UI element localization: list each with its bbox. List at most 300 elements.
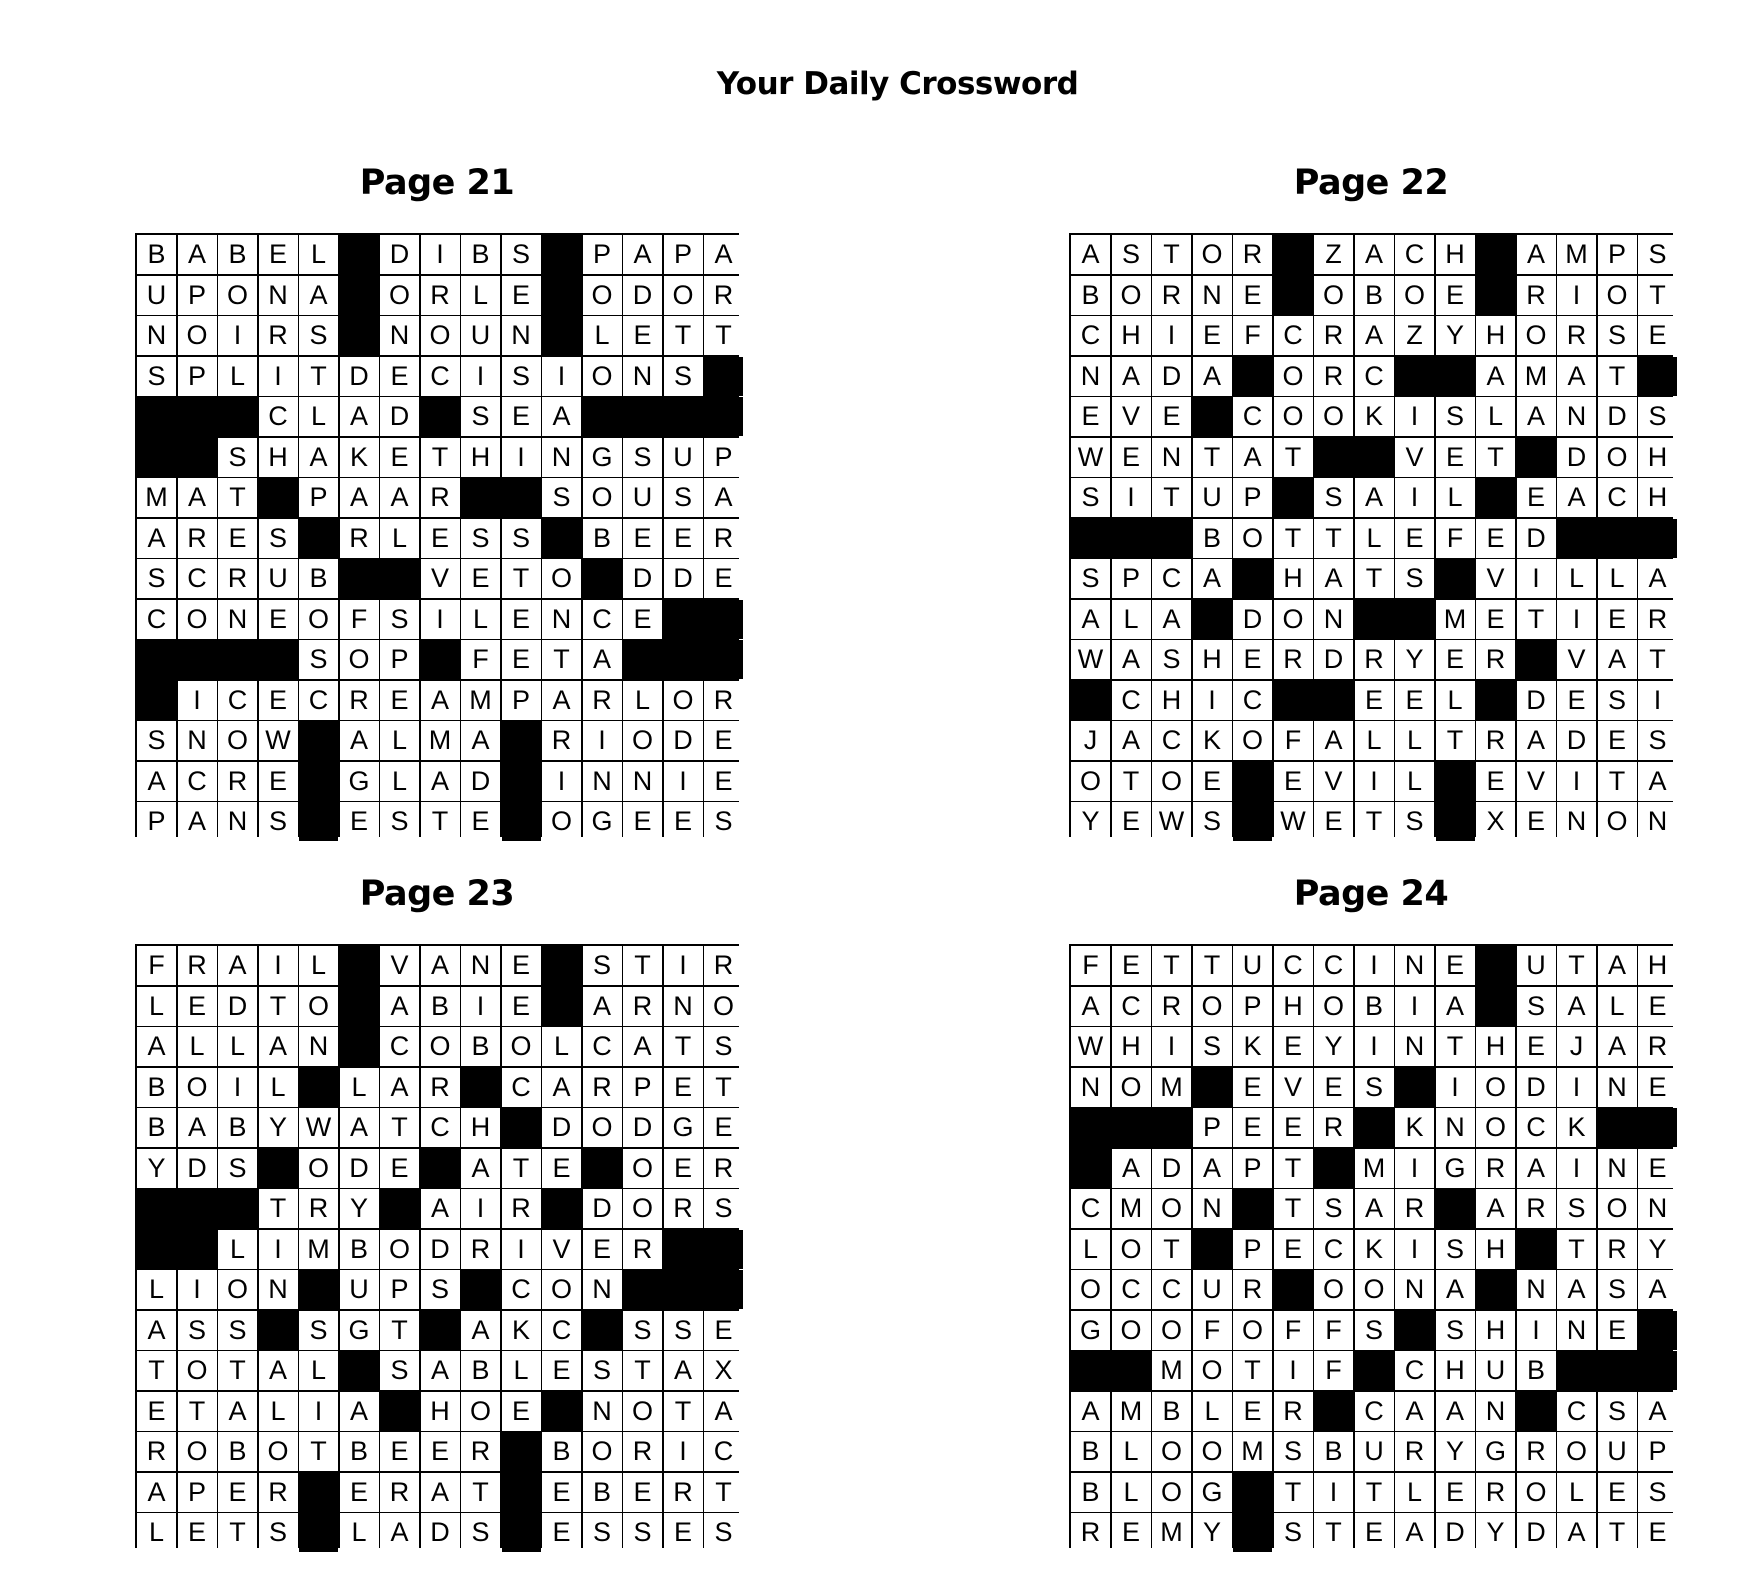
grid-cell: A	[1112, 357, 1151, 396]
grid-cell: N	[1314, 600, 1353, 639]
black-square	[1476, 946, 1515, 985]
grid-cell: A	[1355, 478, 1394, 517]
grid-cell: D	[1517, 519, 1556, 558]
grid-cell: E	[380, 357, 419, 396]
grid-cell: S	[1436, 1311, 1475, 1350]
grid-cell: S	[623, 1311, 662, 1350]
grid-cell: V	[1314, 762, 1353, 801]
grid-cell: L	[1436, 681, 1475, 720]
grid-cell: M	[1152, 1068, 1191, 1107]
grid-cell: A	[1071, 235, 1110, 274]
grid-cell: U	[1598, 1432, 1637, 1471]
grid-cell: A	[218, 1392, 257, 1431]
grid-cell: E	[1193, 316, 1232, 355]
grid-cell: N	[1071, 1068, 1110, 1107]
grid-cell: P	[380, 1270, 419, 1309]
grid-cell: R	[1355, 640, 1394, 679]
grid-cell: F	[461, 640, 500, 679]
grid-cell: I	[1314, 1473, 1353, 1512]
grid-cell: O	[1233, 1311, 1272, 1350]
black-square	[502, 762, 541, 801]
grid-cell: O	[178, 1432, 217, 1471]
grid-cell: I	[1152, 316, 1191, 355]
grid-cell: E	[1436, 640, 1475, 679]
black-square	[259, 478, 298, 517]
grid-cell: S	[1598, 316, 1637, 355]
grid-cell: B	[1355, 987, 1394, 1026]
grid-cell: S	[1193, 1027, 1232, 1066]
black-square	[1436, 762, 1475, 801]
grid-cell: P	[1233, 1149, 1272, 1188]
grid-cell: L	[623, 681, 662, 720]
grid-cell: I	[1395, 478, 1434, 517]
black-square	[502, 1432, 541, 1471]
grid-cell: O	[1193, 1351, 1232, 1390]
grid-cell: D	[1557, 721, 1596, 760]
grid-cell: C	[1314, 1230, 1353, 1269]
grid-cell: S	[1436, 397, 1475, 436]
black-square	[178, 438, 217, 477]
grid-cell: C	[1071, 316, 1110, 355]
grid-cell: E	[1436, 276, 1475, 315]
black-square	[299, 802, 338, 841]
grid-cell: E	[623, 802, 662, 841]
grid-cell: A	[1112, 721, 1151, 760]
grid-cell: S	[1112, 235, 1151, 274]
grid-cell: A	[623, 1027, 662, 1066]
grid-cell: B	[340, 1230, 379, 1269]
grid-cell: O	[1193, 1432, 1232, 1471]
black-square	[421, 397, 460, 436]
grid-cell: A	[1638, 1392, 1677, 1431]
black-square	[380, 1189, 419, 1228]
black-square	[380, 1392, 419, 1431]
grid-cell: C	[178, 762, 217, 801]
grid-cell: A	[380, 1513, 419, 1552]
black-square	[502, 802, 541, 841]
grid-cell: M	[1436, 600, 1475, 639]
grid-cell: B	[1314, 1432, 1353, 1471]
black-square	[178, 397, 217, 436]
grid-cell: O	[218, 1270, 257, 1309]
grid-cell: C	[1395, 1351, 1434, 1390]
grid-cell: O	[1112, 1230, 1151, 1269]
grid-cell: E	[218, 1473, 257, 1512]
grid-cell: I	[1355, 946, 1394, 985]
grid-cell: I	[1395, 1230, 1434, 1269]
grid-cell: P	[1638, 1432, 1677, 1471]
grid-cell: V	[380, 946, 419, 985]
grid-cell: I	[299, 1392, 338, 1431]
grid-cell: S	[259, 519, 298, 558]
grid-cell: L	[218, 1027, 257, 1066]
grid-cell: A	[421, 681, 460, 720]
grid-cell: O	[380, 276, 419, 315]
grid-cell: S	[1638, 1473, 1677, 1512]
grid-cell: T	[1112, 762, 1151, 801]
grid-cell: E	[461, 559, 500, 598]
grid-cell: I	[421, 600, 460, 639]
grid-cell: L	[1598, 987, 1637, 1026]
grid-cell: D	[421, 1513, 460, 1552]
grid-cell: T	[380, 1108, 419, 1147]
grid-cell: O	[704, 987, 743, 1026]
grid-cell: R	[1274, 640, 1313, 679]
grid-cell: I	[1557, 762, 1596, 801]
grid-cell: A	[1395, 1513, 1434, 1552]
grid-cell: A	[1112, 1149, 1151, 1188]
grid-cell: I	[178, 1270, 217, 1309]
grid-cell: H	[1476, 1027, 1515, 1066]
grid-cell: D	[1517, 681, 1556, 720]
grid-cell: O	[664, 276, 703, 315]
grid-cell: R	[1395, 1432, 1434, 1471]
grid-cell: E	[137, 1392, 176, 1431]
black-square	[1193, 1230, 1232, 1269]
grid-cell: S	[461, 397, 500, 436]
grid-cell: S	[137, 721, 176, 760]
grid-cell: A	[1071, 1392, 1110, 1431]
grid-cell: A	[1517, 721, 1556, 760]
grid-cell: A	[421, 1351, 460, 1390]
black-square	[299, 519, 338, 558]
grid-cell: O	[1112, 1311, 1151, 1350]
grid-cell: S	[1598, 1270, 1637, 1309]
grid-cell: A	[1193, 559, 1232, 598]
grid-cell: T	[1274, 438, 1313, 477]
black-square	[1598, 519, 1637, 558]
grid-cell: L	[1598, 559, 1637, 598]
grid-cell: R	[704, 946, 743, 985]
black-square	[623, 397, 662, 436]
grid-cell: F	[1314, 1351, 1353, 1390]
black-square	[542, 1392, 581, 1431]
grid-cell: I	[1557, 1149, 1596, 1188]
grid-cell: L	[1355, 721, 1394, 760]
grid-cell: I	[1355, 1027, 1394, 1066]
grid-cell: A	[704, 478, 743, 517]
grid-cell: E	[380, 1149, 419, 1188]
grid-cell: R	[1152, 276, 1191, 315]
grid-cell: L	[1112, 1432, 1151, 1471]
grid-cell: W	[1071, 438, 1110, 477]
grid-cell: S	[623, 1513, 662, 1552]
grid-cell: C	[218, 681, 257, 720]
grid-cell: U	[461, 316, 500, 355]
grid-cell: C	[583, 600, 622, 639]
grid-cell: S	[1355, 1311, 1394, 1350]
grid-cell: F	[1274, 1311, 1313, 1350]
grid-cell: S	[502, 519, 541, 558]
grid-cell: E	[1274, 1108, 1313, 1147]
grid-cell: R	[1517, 1189, 1556, 1228]
grid-cell: I	[461, 987, 500, 1026]
grid-cell: H	[1274, 559, 1313, 598]
black-square	[1233, 802, 1272, 841]
grid-cell: R	[1598, 1230, 1637, 1269]
grid-cell: P	[178, 276, 217, 315]
grid-cell: B	[461, 1351, 500, 1390]
grid-cell: A	[1355, 1189, 1394, 1228]
grid-cell: E	[1112, 1513, 1151, 1552]
grid-cell: O	[1598, 276, 1637, 315]
grid-cell: H	[461, 1108, 500, 1147]
black-square	[1314, 438, 1353, 477]
grid-cell: L	[299, 1351, 338, 1390]
grid-cell: N	[1152, 438, 1191, 477]
grid-cell: E	[1071, 397, 1110, 436]
grid-cell: S	[704, 1027, 743, 1066]
grid-cell: S	[583, 1351, 622, 1390]
grid-cell: C	[421, 357, 460, 396]
grid-cell: O	[259, 1432, 298, 1471]
grid-cell: H	[1152, 681, 1191, 720]
grid-cell: A	[542, 681, 581, 720]
grid-cell: A	[1152, 600, 1191, 639]
black-square	[421, 640, 460, 679]
grid-cell: D	[1152, 1149, 1191, 1188]
grid-cell: E	[1436, 1473, 1475, 1512]
grid-cell: H	[1436, 1351, 1475, 1390]
grid-cell: T	[1274, 1149, 1313, 1188]
grid-cell: S	[583, 1513, 622, 1552]
black-square	[1476, 235, 1515, 274]
black-square	[664, 640, 703, 679]
black-square	[1233, 1513, 1272, 1552]
black-square	[583, 397, 622, 436]
grid-cell: B	[218, 235, 257, 274]
grid-cell: V	[421, 559, 460, 598]
black-square	[1436, 559, 1475, 598]
black-square	[1638, 1108, 1677, 1147]
grid-cell: N	[1638, 1189, 1677, 1228]
grid-cell: G	[1436, 1149, 1475, 1188]
grid-cell: T	[218, 1351, 257, 1390]
grid-cell: E	[1274, 1230, 1313, 1269]
black-square	[1193, 397, 1232, 436]
grid-cell: F	[1314, 1311, 1353, 1350]
grid-cell: A	[421, 1189, 460, 1228]
grid-cell: E	[1476, 600, 1515, 639]
grid-cell: O	[340, 640, 379, 679]
black-square	[1314, 1149, 1353, 1188]
grid-cell: O	[664, 681, 703, 720]
black-square	[1395, 1068, 1434, 1107]
grid-cell: T	[1436, 1027, 1475, 1066]
grid-cell: E	[502, 397, 541, 436]
grid-cell: E	[1314, 802, 1353, 841]
grid-cell: S	[502, 235, 541, 274]
grid-cell: D	[583, 1189, 622, 1228]
grid-cell: C	[1355, 357, 1394, 396]
grid-cell: O	[299, 1149, 338, 1188]
grid-cell: N	[623, 762, 662, 801]
grid-cell: Y	[1436, 1432, 1475, 1471]
grid-cell: A	[1436, 1392, 1475, 1431]
grid-cell: R	[583, 1068, 622, 1107]
black-square	[1314, 681, 1353, 720]
grid-cell: E	[1638, 1149, 1677, 1188]
crossword-grid	[1069, 233, 1673, 837]
grid-cell: N	[1476, 1392, 1515, 1431]
grid-cell: A	[178, 1108, 217, 1147]
black-square	[178, 1189, 217, 1228]
grid-cell: E	[1638, 1513, 1677, 1552]
grid-cell: T	[664, 1027, 703, 1066]
grid-cell: N	[542, 438, 581, 477]
grid-cell: E	[259, 235, 298, 274]
grid-cell: I	[1193, 681, 1232, 720]
grid-cell: I	[259, 1230, 298, 1269]
black-square	[421, 1149, 460, 1188]
grid-cell: I	[1557, 600, 1596, 639]
grid-cell: O	[218, 276, 257, 315]
grid-cell: S	[1314, 1189, 1353, 1228]
grid-cell: A	[137, 1311, 176, 1350]
grid-cell: P	[178, 1473, 217, 1512]
black-square	[259, 640, 298, 679]
grid-cell: E	[1274, 762, 1313, 801]
grid-cell: D	[1517, 1513, 1556, 1552]
grid-cell: E	[1436, 946, 1475, 985]
grid-cell: O	[1071, 762, 1110, 801]
black-square	[1638, 1311, 1677, 1350]
grid-cell: C	[1355, 1392, 1394, 1431]
grid-cell: R	[623, 1432, 662, 1471]
grid-cell: O	[1193, 235, 1232, 274]
grid-cell: T	[542, 640, 581, 679]
grid-cell: R	[502, 1189, 541, 1228]
grid-cell: K	[1233, 1027, 1272, 1066]
grid-cell: G	[1193, 1473, 1232, 1512]
crossword-page-23	[135, 874, 739, 1548]
grid-cell: O	[178, 1068, 217, 1107]
grid-cell: T	[137, 1351, 176, 1390]
crossword-grid	[135, 233, 739, 837]
black-square	[502, 1108, 541, 1147]
grid-cell: E	[421, 519, 460, 558]
grid-cell: S	[461, 1513, 500, 1552]
grid-cell: E	[542, 1473, 581, 1512]
grid-cell: L	[137, 1270, 176, 1309]
grid-cell: N	[1517, 1270, 1556, 1309]
grid-cell: I	[1355, 762, 1394, 801]
grid-cell: E	[380, 1432, 419, 1471]
grid-cell: U	[1193, 1270, 1232, 1309]
grid-cell: O	[583, 276, 622, 315]
grid-cell: L	[1395, 762, 1434, 801]
grid-cell: A	[299, 276, 338, 315]
grid-cell: O	[178, 316, 217, 355]
grid-cell: B	[340, 1432, 379, 1471]
grid-cell: E	[623, 316, 662, 355]
grid-cell: E	[1517, 802, 1556, 841]
grid-cell: U	[1193, 478, 1232, 517]
grid-cell: C	[502, 1270, 541, 1309]
grid-cell: E	[502, 1392, 541, 1431]
grid-cell: A	[461, 721, 500, 760]
grid-cell: A	[1476, 1189, 1515, 1228]
grid-cell: U	[623, 478, 662, 517]
grid-cell: I	[1557, 1068, 1596, 1107]
grid-cell: R	[1476, 640, 1515, 679]
black-square	[583, 1149, 622, 1188]
grid-cell: P	[137, 802, 176, 841]
grid-cell: E	[623, 1473, 662, 1512]
grid-cell: V	[1557, 640, 1596, 679]
grid-cell: E	[1233, 1392, 1272, 1431]
grid-cell: P	[1598, 235, 1637, 274]
black-square	[340, 316, 379, 355]
grid-cell: P	[299, 478, 338, 517]
grid-cell: I	[1395, 987, 1434, 1026]
grid-cell: J	[1557, 1027, 1596, 1066]
grid-cell: E	[664, 519, 703, 558]
grid-cell: O	[542, 802, 581, 841]
grid-cell: L	[218, 357, 257, 396]
grid-cell: U	[259, 559, 298, 598]
grid-cell: B	[137, 1068, 176, 1107]
grid-cell: A	[583, 640, 622, 679]
grid-cell: R	[1314, 316, 1353, 355]
grid-cell: I	[502, 1230, 541, 1269]
grid-cell: A	[1557, 478, 1596, 517]
grid-cell: S	[664, 357, 703, 396]
grid-cell: N	[1395, 1270, 1434, 1309]
grid-cell: H	[1476, 1311, 1515, 1350]
grid-cell: T	[664, 316, 703, 355]
grid-cell: I	[1112, 478, 1151, 517]
grid-cell: E	[704, 1108, 743, 1147]
black-square	[380, 559, 419, 598]
black-square	[1314, 1392, 1353, 1431]
grid-cell: G	[1476, 1432, 1515, 1471]
grid-cell: E	[1112, 802, 1151, 841]
grid-cell: S	[1152, 640, 1191, 679]
grid-cell: E	[1476, 519, 1515, 558]
grid-cell: G	[340, 762, 379, 801]
grid-cell: R	[583, 681, 622, 720]
grid-cell: O	[1598, 802, 1637, 841]
grid-cell: T	[421, 438, 460, 477]
grid-cell: N	[137, 316, 176, 355]
grid-cell: L	[1193, 1392, 1232, 1431]
grid-cell: T	[421, 802, 460, 841]
grid-cell: D	[380, 397, 419, 436]
grid-cell: I	[1557, 276, 1596, 315]
grid-cell: I	[502, 438, 541, 477]
black-square	[218, 1189, 257, 1228]
grid-cell: B	[1193, 519, 1232, 558]
grid-cell: H	[259, 438, 298, 477]
grid-cell: A	[1193, 1149, 1232, 1188]
grid-cell: N	[1193, 1189, 1232, 1228]
black-square	[1071, 1351, 1110, 1390]
grid-cell: Y	[340, 1189, 379, 1228]
grid-cell: T	[704, 1473, 743, 1512]
grid-cell: A	[340, 1108, 379, 1147]
grid-cell: T	[380, 1311, 419, 1350]
grid-cell: A	[178, 478, 217, 517]
grid-cell: Y	[1436, 316, 1475, 355]
grid-cell: W	[1152, 802, 1191, 841]
grid-cell: T	[1274, 519, 1313, 558]
grid-cell: O	[1314, 397, 1353, 436]
grid-cell: E	[259, 762, 298, 801]
grid-cell: L	[380, 762, 419, 801]
grid-cell: B	[1517, 1351, 1556, 1390]
grid-cell: C	[1233, 681, 1272, 720]
